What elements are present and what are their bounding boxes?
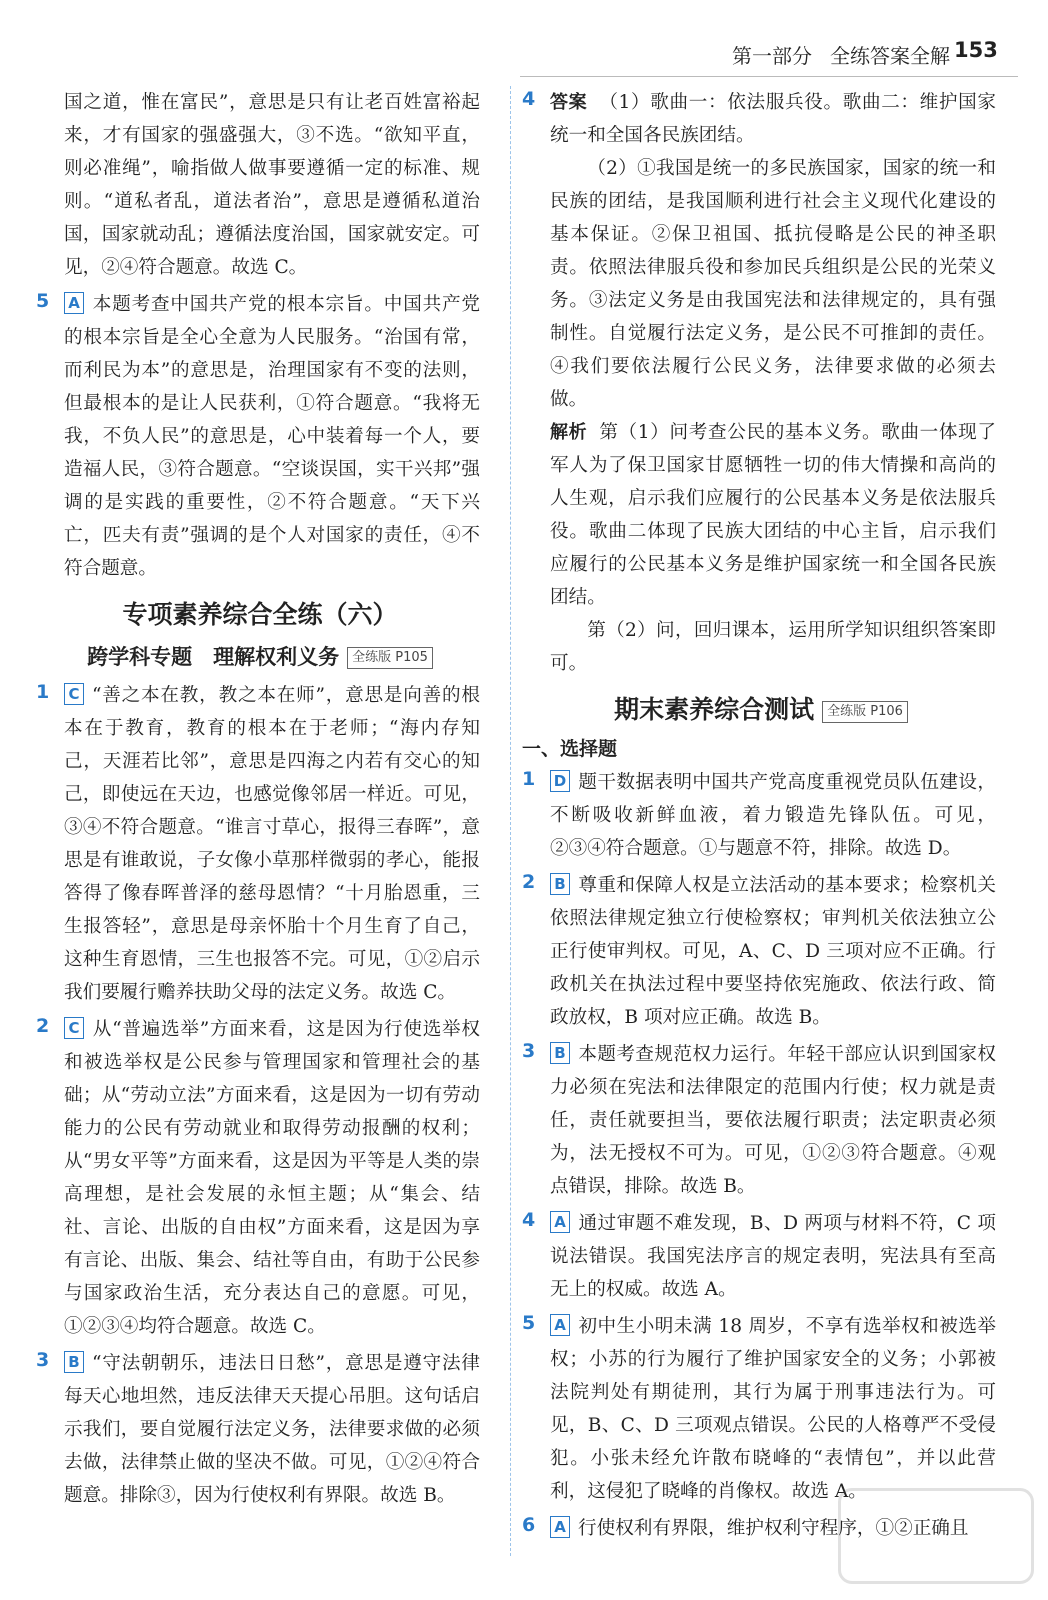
item-text: 从“普遍选举”方面来看，这是因为行使选举权和被选举权是公民参与管理国家和管理社会的基础；从“劳动立法”方面来看，这是因为一切有劳动能力的公民有劳动就业和取得劳动报酬的权利；从“男女平等”方面来看，这是因为平等是人类的崇高理想，是社会发展的永恒主题；从“集会、结社、言论、出版的自由权”方面来看，这是因为享有言论、出版、集会、结社等自由，有助于公民参与国家政治生活，充分表达自己的意愿。可见，①②③④均符合题意。故选 C。 xyxy=(64,1019,480,1337)
item-text: 尊重和保障人权是立法活动的基本要求；检察机关依照法律规定独立行使检察权；审判机关依法独立公正行使审判权。可见，A、C、D 三项对应不正确。行政机关在执法过程中要坚持依宪施政、依法行政、简政放权，B 项对应正确。故选 B。 xyxy=(550,875,996,1028)
item-number: 4 xyxy=(522,1209,536,1231)
item-number: 2 xyxy=(522,871,536,893)
column-divider xyxy=(510,86,511,1556)
answer-box: A xyxy=(550,1314,570,1336)
answer-box: A xyxy=(550,1516,570,1538)
answer-box: C xyxy=(64,683,84,705)
page-reference: 全练版 P106 xyxy=(822,701,908,723)
item-number: 3 xyxy=(522,1040,536,1062)
section-title: 专项素养综合全练（六） xyxy=(122,600,398,629)
answer-box: B xyxy=(550,873,570,895)
item-number: 5 xyxy=(522,1312,536,1334)
continued-paragraph: 国之道，惟在富民”，意思是只有让老百姓富裕起来，才有国家的强盛强大，③不选。“欲知平直，则必准绳”，喻指做人做事要遵循一定的标准、规则。“道私者乱，道法者治”，意思是遵循私道治国，国家就动乱；遵循法度治国，国家就安定。可见，②④符合题意。故选 C。 xyxy=(64,92,480,278)
answer-item-3 xyxy=(36,1347,480,1512)
item-number: 1 xyxy=(36,681,50,703)
section-title-text: 期末素养综合测试 xyxy=(614,695,815,724)
item-text: 初中生小明未满 18 周岁，不享有选举权和被选举权；小苏的行为履行了维护国家安全的义务；小郭被法院判处有期徒刑，其行为属于刑事违法行为。可见，B、C、D 三项观点错误。公民的人格尊严不受侵犯。小张未经允许散布晓峰的“表情包”，并以此营利，这侵犯了晓峰的肖像权。故选 A。 xyxy=(550,1316,996,1502)
header-section: 第一部分 xyxy=(732,44,812,68)
item-text: 行使权利有界限，维护权利守程序，①②正确且 xyxy=(578,1518,969,1539)
answer-box: A xyxy=(550,1211,570,1233)
item-text: 题干数据表明中国共产党高度重视党员队伍建设，不断吸收新鲜血液，着力锻造先锋队伍。可见，②③④符合题意。①与题意不符，排除。故选 D。 xyxy=(550,772,996,859)
item-text: “善之本在教，教之本在师”，意思是向善的根本在于教育，教育的根本在于老师；“海内存知己，天涯若比邻”，意思是四海之内若有交心的知己，即使远在天边，也感觉像邻居一样近。可见，③④不符合题意。“谁言寸草心，报得三春晖”，意思是有谁敢说，子女像小草那样微弱的孝心，能报答得了像春晖普泽的慈母恩情？“十月胎恩重，三生报答轻”，意思是母亲怀胎十个月生育了自己，这种生育恩情，三生也报答不完。可见，①②启示我们要履行赡养扶助父母的法定义务。故选 C。 xyxy=(64,685,480,1003)
item-number: 3 xyxy=(36,1349,50,1371)
answer-item-r4 xyxy=(522,1207,996,1306)
answer-part-2: （2）①我国是统一的多民族国家，国家的统一和民族的团结，是我国顺利进行社会主义现代化建设的基本保证。②保卫祖国、抵抗侵略是公民的神圣职责。依照法律服兵役和参加民兵组织是公民的光荣义务。③法定义务是由我国宪法和法律规定的，具有强制性。自觉履行法定义务，是公民不可推卸的责任。④我们要依法履行公民义务，法律要求做的必须去做。 xyxy=(550,158,996,410)
item-number: 4 xyxy=(522,88,536,110)
item-text: 本题考查规范权力运行。年轻干部应认识到国家权力必须在宪法和法律限定的范围内行使；权力就是责任，责任就要担当，要依法履行职责；法定职责必须为，法无授权不可为。可见，①②③符合题意。④观点错误，排除。故选 B。 xyxy=(550,1044,996,1197)
analysis-part-2: 第（2）问，回归课本，运用所学知识组织答案即可。 xyxy=(550,620,996,674)
answer-item-2 xyxy=(36,1013,480,1343)
answer-box: D xyxy=(550,770,570,792)
right-column xyxy=(522,86,997,1549)
answer-box: C xyxy=(64,1017,84,1039)
item-number: 6 xyxy=(522,1514,536,1536)
page-header xyxy=(700,36,1030,72)
answer-item-r1 xyxy=(522,766,996,865)
answer-item-5 xyxy=(36,288,480,585)
page-reference: 全练版 P105 xyxy=(347,647,433,669)
answer-item-r3 xyxy=(522,1038,996,1203)
subsection-title-text: 跨学科专题 理解权利义务 xyxy=(87,645,340,669)
answer-box: B xyxy=(550,1042,570,1064)
subsection-title xyxy=(40,639,480,675)
header-subtitle: 全练答案全解 xyxy=(830,44,950,68)
answer-part-1: （1）歌曲一：依法服兵役。歌曲二：维护国家统一和全国各民族团结。 xyxy=(550,92,997,146)
answer-item-r2 xyxy=(522,869,996,1034)
answer-box: A xyxy=(64,292,84,314)
item-number: 1 xyxy=(522,768,536,790)
header-rule xyxy=(520,76,1018,77)
page-number: 153 xyxy=(954,38,998,62)
answer-item-r5 xyxy=(522,1310,996,1508)
question-category: 一、选择题 xyxy=(522,738,618,760)
answer-item-1 xyxy=(36,679,480,1009)
section-title-final xyxy=(526,690,996,730)
answer-label: 答案 xyxy=(550,92,588,113)
answer-item-4 xyxy=(522,86,997,680)
answer-box: B xyxy=(64,1351,84,1373)
analysis-label: 解析 xyxy=(550,422,588,443)
item-text: “守法朝朝乐，违法日日愁”，意思是遵守法律每天心地坦然，违反法律天天提心吊胆。这句话启示我们，要自觉履行法定义务，法律要求做的必须去做，法律禁止做的坚决不做。可见，①②④符合题意。排除③，因为行使权利有界限。故选 B。 xyxy=(64,1353,480,1506)
item-text: 通过审题不难发现，B、D 两项与材料不符，C 项说法错误。我国宪法序言的规定表明，宪法具有至高无上的权威。故选 A。 xyxy=(550,1213,996,1300)
item-text: 本题考查中国共产党的根本宗旨。中国共产党的根本宗旨是全心全意为人民服务。“治国有常，而利民为本”的意思是，治理国家有不变的法则，但最根本的是让人民获利，①符合题意。“我将无我，不负人民”的意思是，心中装着每一个人，要造福人民，③符合题意。“空谈误国，实干兴邦”强调的是实践的重要性，②不符合题意。“天下兴亡，匹夫有责”强调的是个人对国家的责任，④不符合题意。 xyxy=(64,294,480,579)
watermark-stamp xyxy=(838,1488,1034,1584)
item-number: 2 xyxy=(36,1015,50,1037)
left-column xyxy=(36,86,480,1516)
item-number: 5 xyxy=(36,290,50,312)
analysis-part-1: 第（1）问考查公民的基本义务。歌曲一体现了军人为了保卫国家甘愿牺牲一切的伟大情操和高尚的人生观，启示我们应履行的公民基本义务是依法服兵役。歌曲二体现了民族大团结的中心主旨，启示我们应履行的公民基本义务是维护国家统一和全国各民族团结。 xyxy=(550,422,997,608)
